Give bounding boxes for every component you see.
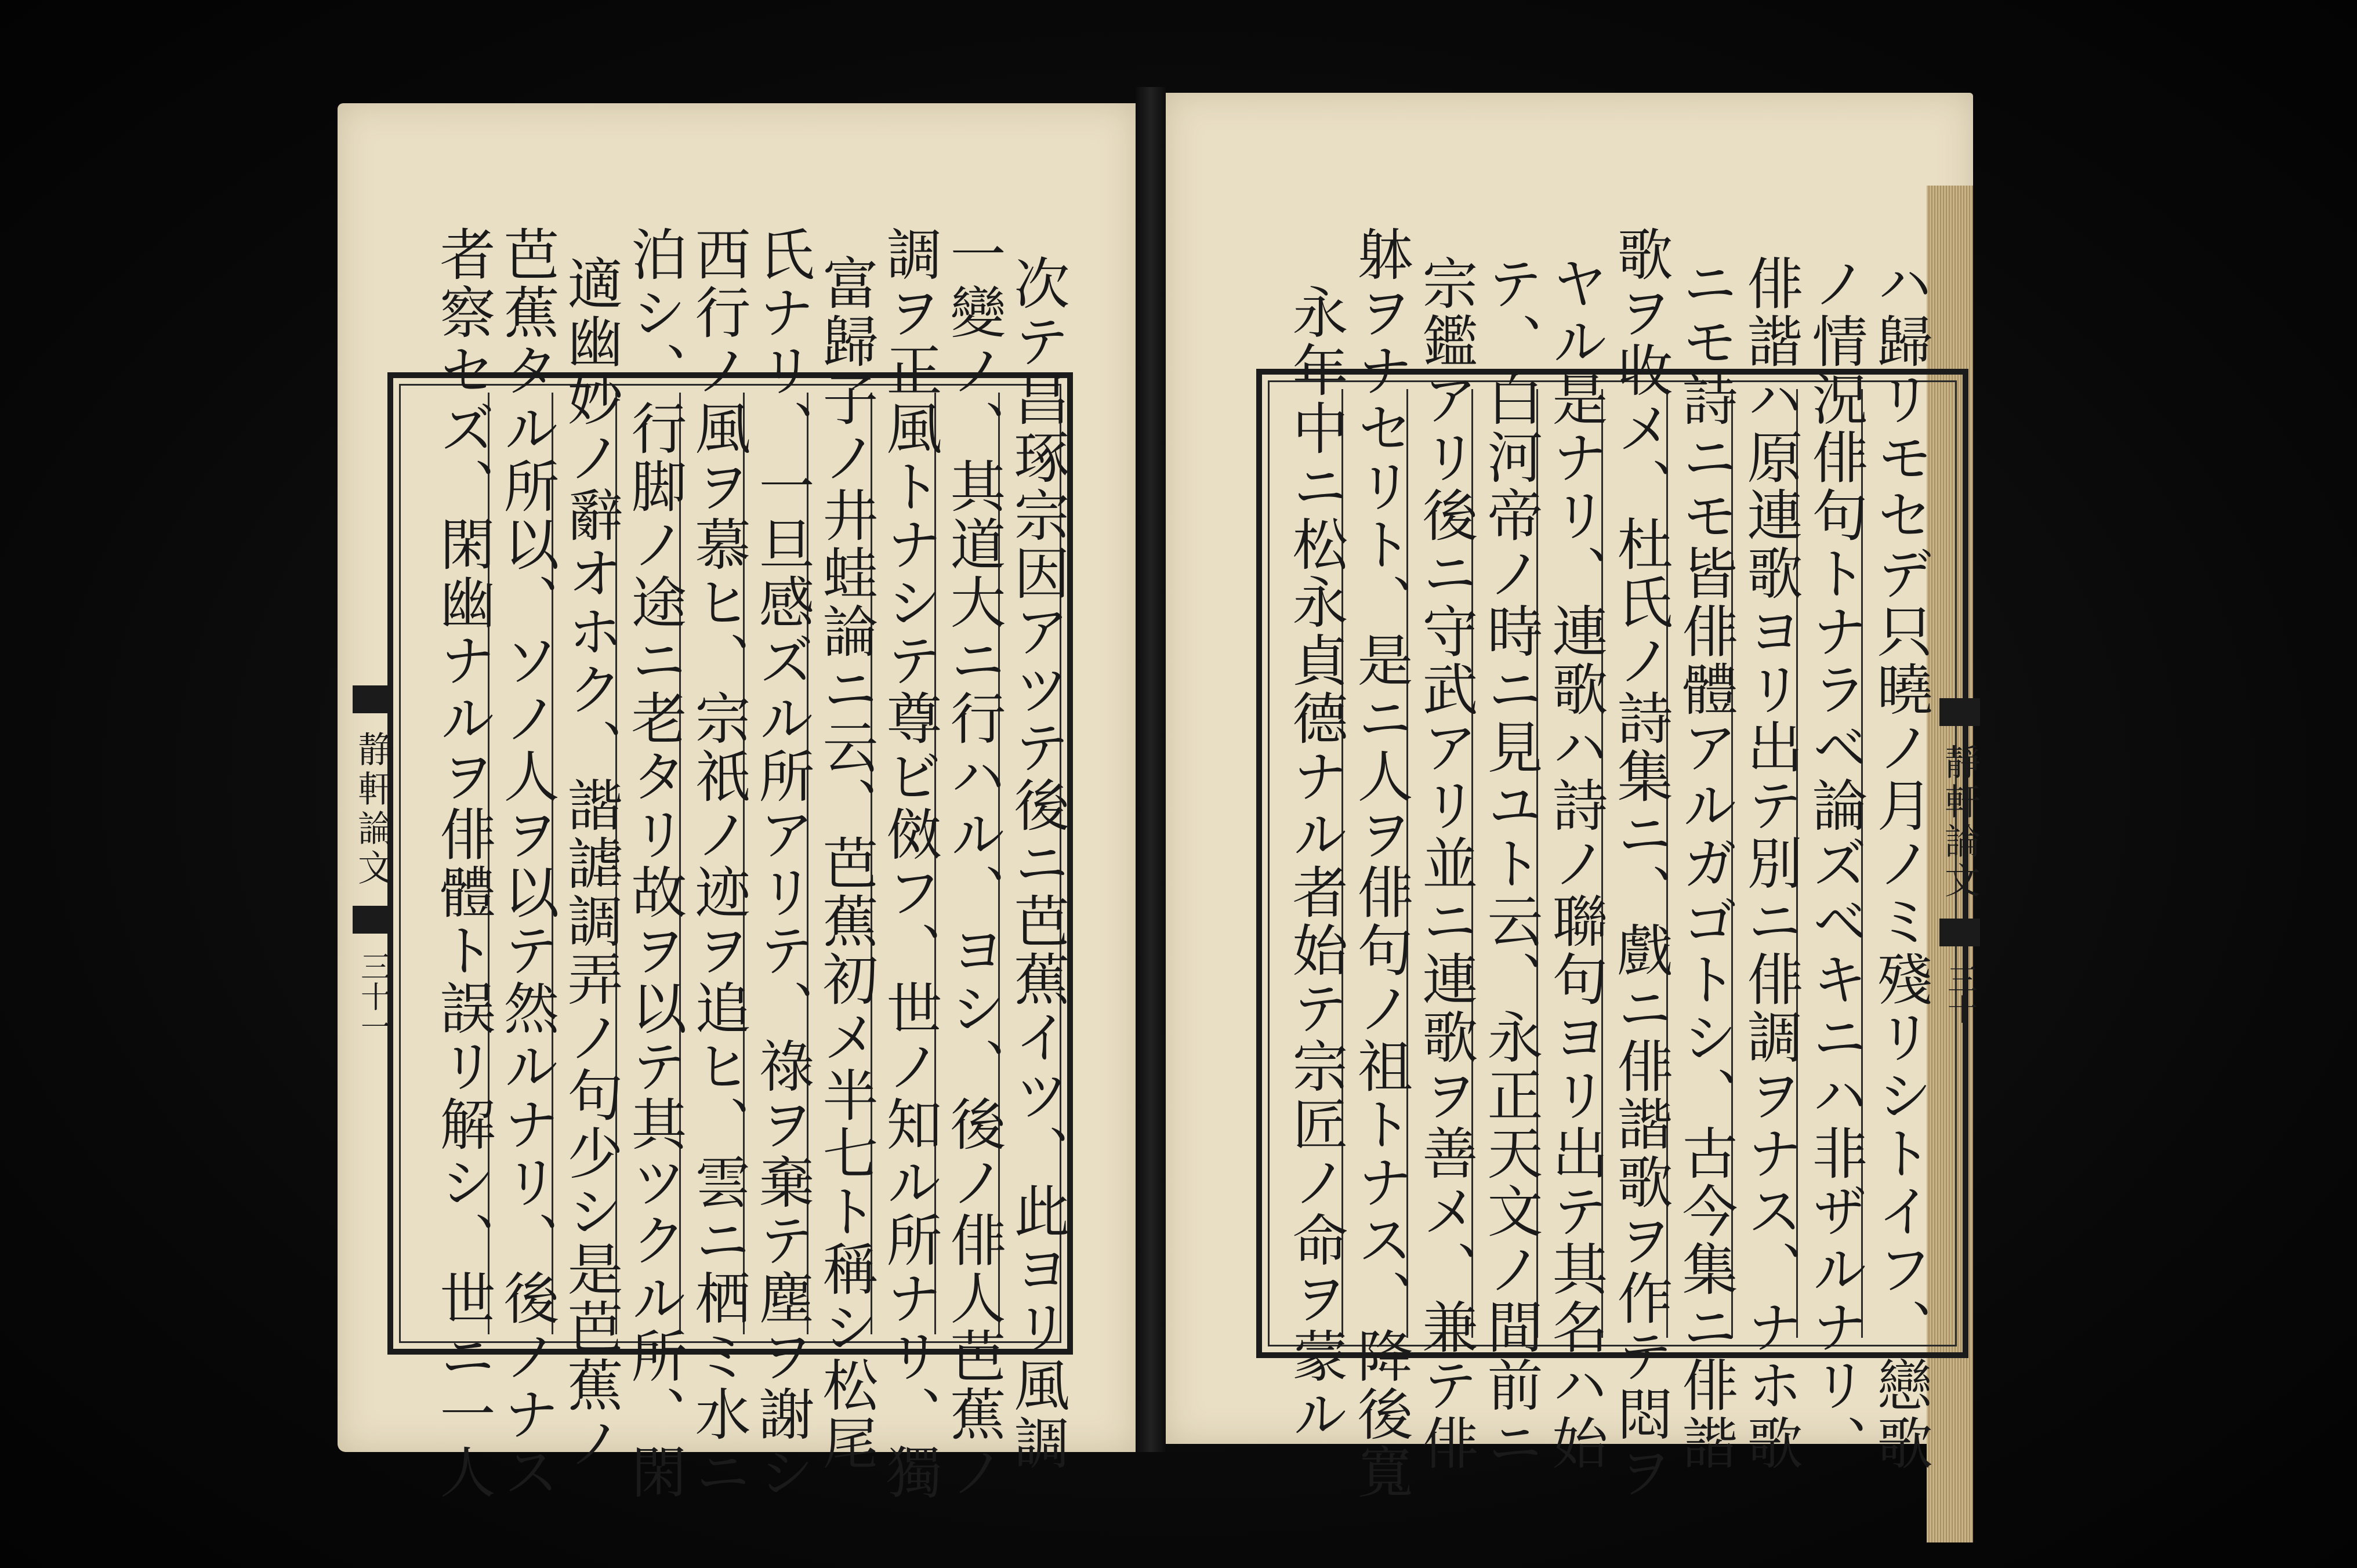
column-text: 宗鑑アリ後ニ守武アリ並ニ連歌ヲ善メ、兼テ俳 [1413,255,1478,1472]
column [1412,255,1480,1472]
column [1347,226,1415,1501]
column [1802,255,1869,1472]
right-text-frame [1256,226,1968,1501]
column-text: 西行ノ風ヲ慕ヒ、宗祇ノ迹ヲ追ヒ、雲ニ栖ミ水ニ [686,226,751,1501]
column [1607,226,1674,1501]
column [557,255,625,1472]
column [494,226,561,1501]
margin-title: 靜軒論文 [1938,743,1981,901]
column-text: ニモ詩ニモ皆俳體アルガゴトシ、古今集ニ俳諧 [1673,255,1738,1472]
column [1282,284,1350,1443]
column-text: 氏ナリ、一旦感ズル所アリテ、祿ヲ棄テ塵ヲ謝シ [750,226,815,1501]
column [749,226,816,1501]
fishtail-mark [1939,919,1980,946]
column-text: 調ヲ正風トナシテ尊ビ傚フ、世ノ知ル所ナリ、獨 [877,226,942,1501]
folio-number: 三十 [1942,964,1977,1024]
column-text: 躰ヲナセリト、是ニ人ヲ俳句ノ祖トナス、降後寬 [1348,226,1413,1501]
column [876,226,944,1501]
column [1004,255,1071,1472]
column [1672,255,1739,1472]
column [940,226,1007,1501]
column [813,255,880,1472]
column-text: 永年中ニ松永貞德ナル者始テ宗匠ノ命ヲ蒙ル [1283,284,1348,1443]
left-text-frame [387,226,1073,1501]
fishtail-mark [353,906,393,934]
column [621,226,688,1501]
fishtail-mark [353,685,393,713]
column [1867,255,1934,1472]
column-text: 俳諧ハ原連歌ヨリ出テ別ニ俳調ヲナス、ナホ歌 [1738,255,1803,1472]
column-text: ハ歸リモセデ只曉ノ月ノミ殘リシトイフ、戀歌 [1868,255,1933,1472]
fishtail-mark [1939,698,1980,726]
left-inner-border [399,226,1070,1501]
column-text: 適幽妙ノ辭オホク、諧謔調弄ノ句少シ是芭蕉ノ [559,255,623,1472]
column [1477,255,1544,1472]
column [430,226,497,1501]
left-margin-column [353,375,393,1352]
column-text: 芭蕉タル所以、ソノ人ヲ以テ然ルナリ、後ノナス [495,226,560,1501]
column-text: 一變ノ、其道大ニ行ハル、ヨシ、後ノ俳人芭蕉ノ [941,226,1006,1501]
column-text: 者察セズ、閑幽ナルヲ俳體ト誤リ解シ、世ニ一人 [431,226,496,1501]
column-text: 富歸子ノ井蛙論ニ云、芭蕉初メ半七ト稱シ松尾 [814,255,879,1472]
column-text: ヤル是ナリ、連歌ハ詩ノ聯句ヨリ出テ其名ハ始 [1543,255,1608,1472]
column [1737,255,1804,1472]
column-text: 泊シ、行脚ノ途ニ老タリ故ヲ以テ其ツクル所、閑 [622,226,687,1501]
column-text: 次テ昌琢宗因アツテ後ニ芭蕉イツ、此ヨリ風調 [1005,255,1070,1472]
column-text: ノ情況俳句トナラベ論ズベキニハ非ザルナリ、 [1803,255,1868,1472]
column [1542,255,1609,1472]
right-margin-column [1939,371,1980,1351]
right-inner-border [1268,226,1957,1501]
column-text: テ、白河帝ノ時ニ見ユト云、永正天文ノ間前ニ [1478,255,1543,1472]
folio-number: 三十一 [355,951,390,1041]
book-gutter [1136,87,1166,1452]
column-text: 歌ヲ收メ、杜氏ノ詩集ニ、戲ニ俳諧歌ヲ作テ悶ヲ [1608,226,1673,1501]
margin-title: 静軒論文 [351,731,394,888]
column [685,226,752,1501]
